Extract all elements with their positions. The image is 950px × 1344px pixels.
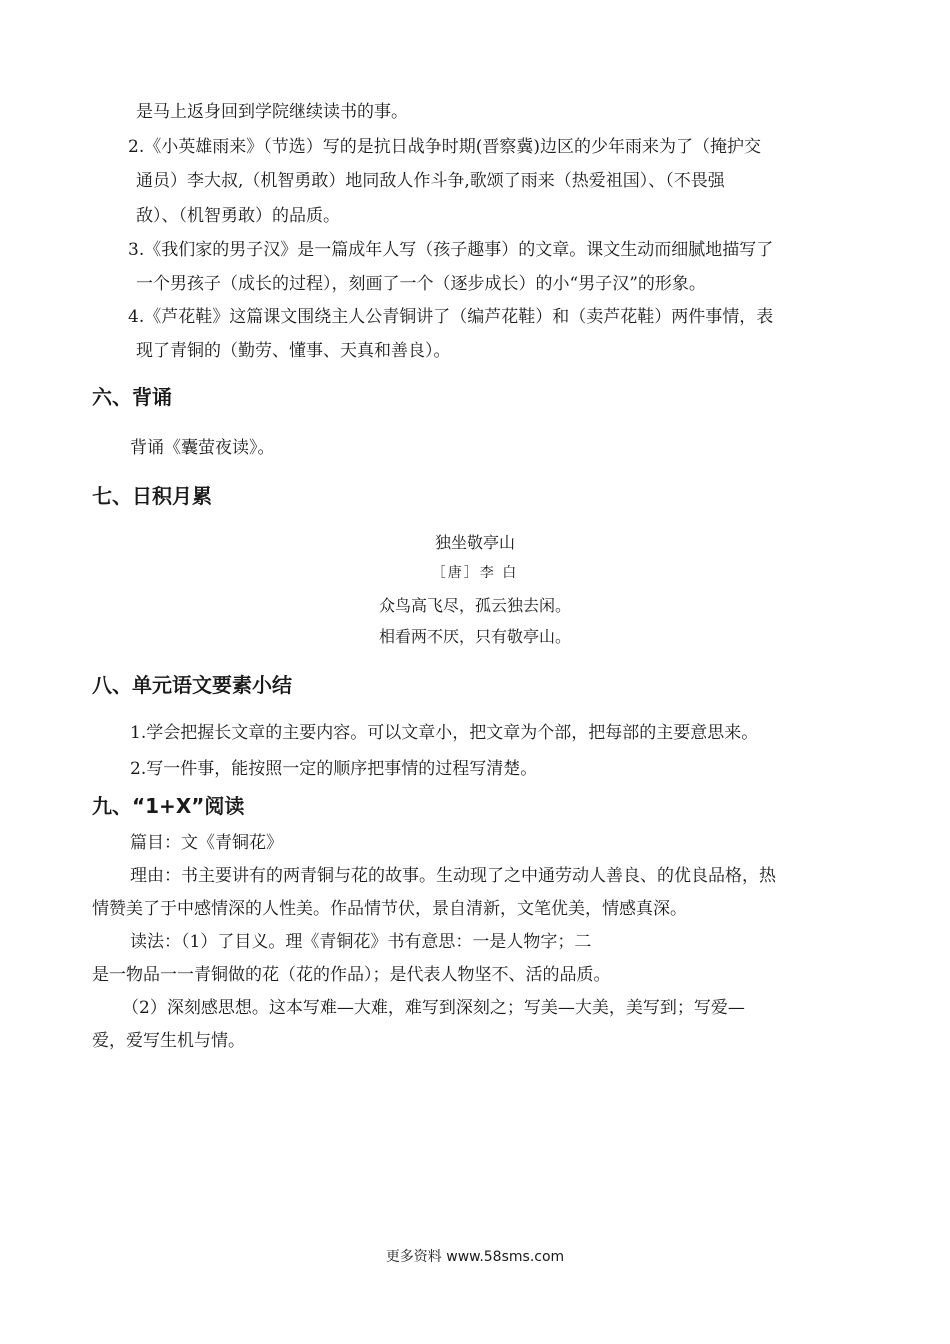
- section-8-item-2: 2.写一件事，能按照一定的顺序把事情的过程写清楚。: [130, 759, 538, 779]
- poem-author: ［唐］李 白: [431, 565, 519, 581]
- section-8-item-1: 1.学会把握长文章的主要内容。可以文章小，把文章为个部，把每部的主要意思来。: [130, 723, 759, 743]
- list-item-3-line-1: 3.《我们家的男子汉》是一篇成年人写（孩子趣事）的文章。课文生动而细腻地描写了: [128, 240, 774, 260]
- list-item-3-line-2: 一个男孩子（成长的过程），刻画了一个（逐步成长）的小“男子汉”的形象。: [136, 274, 706, 294]
- poem-line-1: 众鸟高飞尽，孤云独去闲。: [378, 596, 571, 615]
- section-9-method-line-4: 爱，爱写生机与情。: [92, 1031, 245, 1051]
- poem-title: 独坐敬亭山: [434, 533, 515, 552]
- section-9-reason-line-1: 理由：书主要讲有的两青铜与花的故事。生动现了之中通劳动人善良、的优良品格，热: [130, 866, 776, 886]
- section-9-method-line-3: （2）深刻感思想。这本写难—大难，难写到深刻之；写美—大美，美写到；写爱—: [122, 998, 745, 1018]
- footer-watermark: 更多资料 www.58sms.com: [385, 1249, 565, 1265]
- paragraph-line: 是马上返身回到学院继续读书的事。: [136, 102, 408, 122]
- section-8-heading: 八、单元语文要素小结: [92, 673, 292, 697]
- section-6-text: 背诵《囊萤夜读》。: [130, 438, 275, 458]
- section-7-heading: 七、日积月累: [92, 484, 212, 508]
- list-item-2-line-3: 敌）、（机智勇敢）的品质。: [136, 206, 340, 226]
- section-9-heading: 九、“1+X”阅读: [92, 794, 245, 818]
- poem-line-2: 相看两不厌，只有敬亭山。: [378, 627, 571, 646]
- section-9-article: 篇目：文《青铜花》: [130, 833, 283, 853]
- section-9-method-line-2: 是一物品一一青铜做的花（花的作品）；是代表人物坚不、活的品质。: [92, 965, 611, 985]
- list-item-2-line-1: 2.《小英雄雨来》（节选）写的是抗日战争时期(晋察冀)边区的少年雨来为了（掩护交: [128, 137, 761, 157]
- list-item-4-line-2: 现了青铜的（勤劳、懂事、天真和善良）。: [136, 341, 451, 361]
- section-9-method-line-1: 读法：（1）了目义。理《青铜花》书有意思：一是人物字；二: [130, 932, 592, 952]
- section-6-heading: 六、背诵: [92, 385, 172, 409]
- section-9-reason-line-2: 情赞美了于中感情深的人性美。作品情节伏，景自清新，文笔优美，情感真深。: [92, 899, 687, 919]
- list-item-4-line-1: 4.《芦花鞋》这篇课文围绕主人公青铜讲了（编芦花鞋）和（卖芦花鞋）两件事情，表: [128, 307, 774, 327]
- list-item-2-line-2: 通员）李大叔,（机智勇敢）地同敌人作斗争,歌颂了雨来（热爱祖国）、（不畏强: [136, 171, 725, 191]
